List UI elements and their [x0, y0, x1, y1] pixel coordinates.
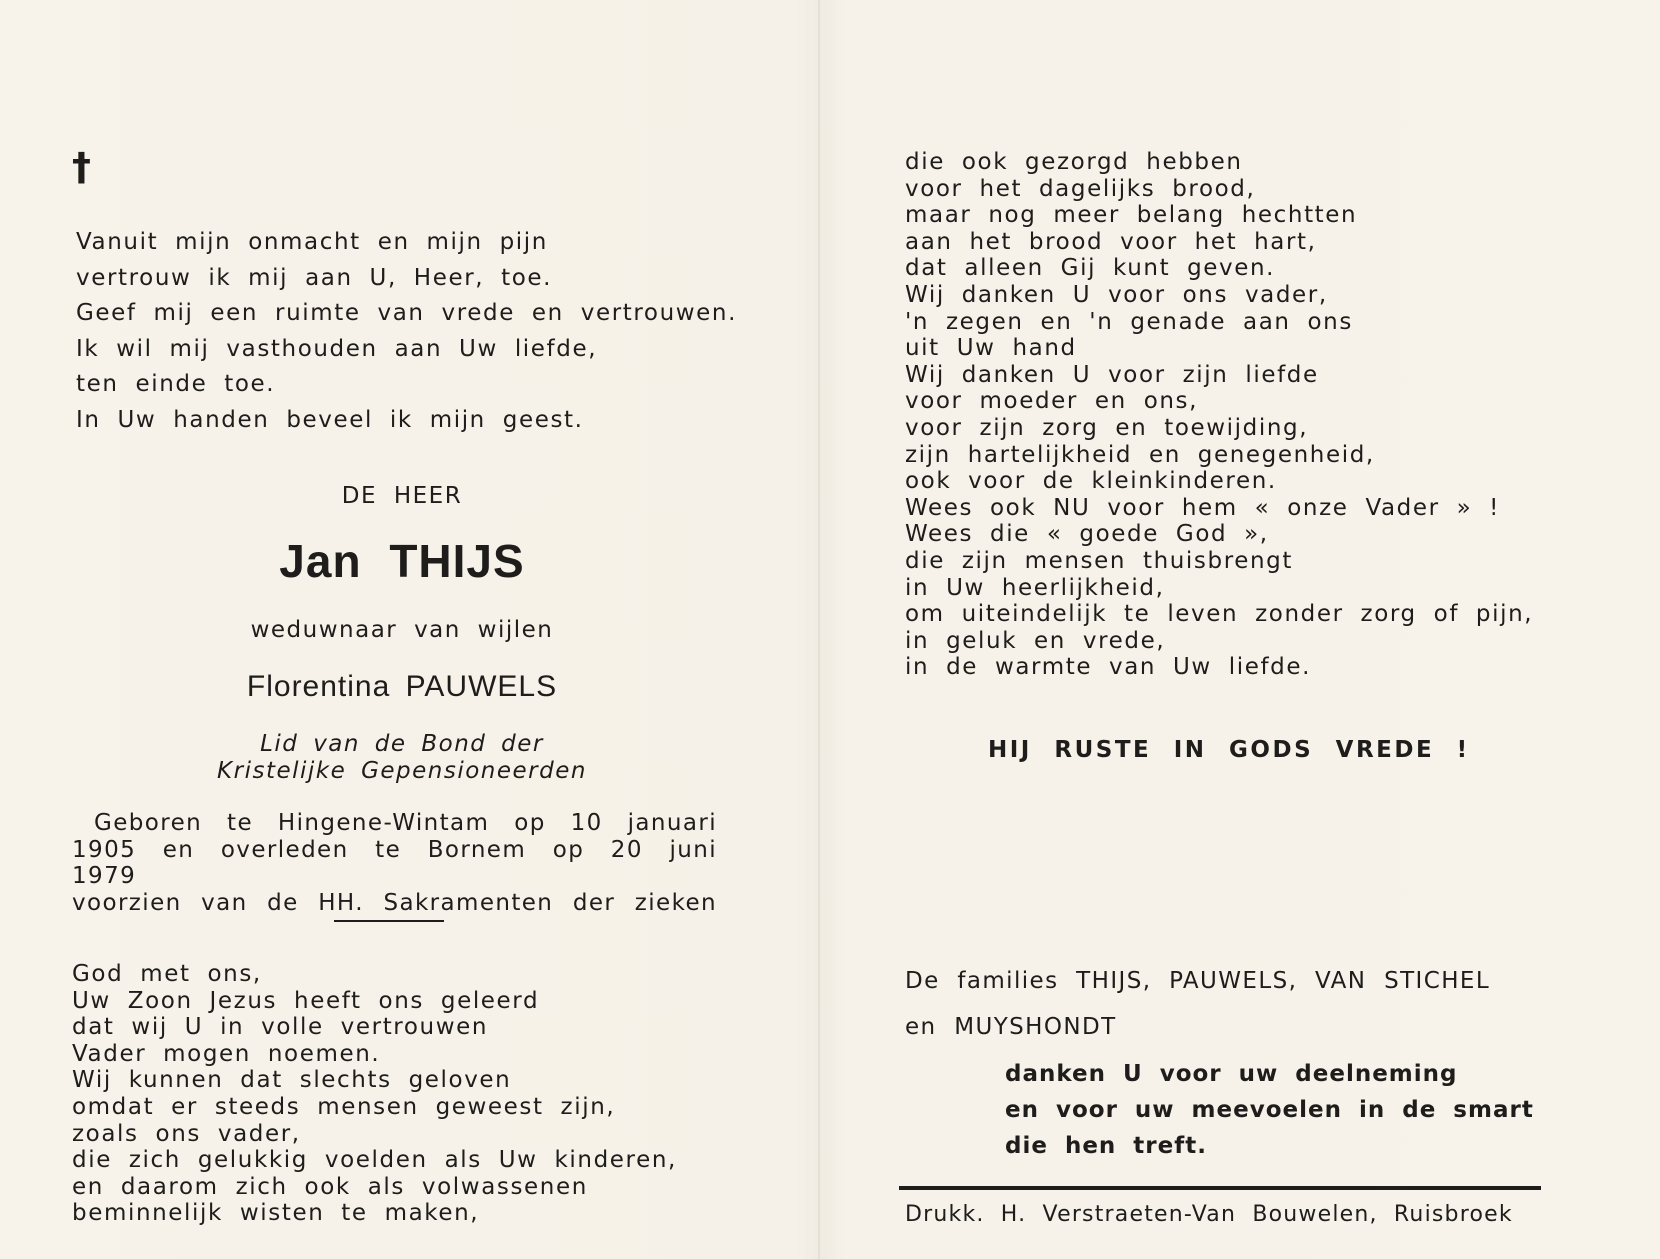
opening-poem	[76, 225, 737, 438]
deceased-name: Jan THIJS	[279, 535, 525, 587]
prayer-line: 'n zegen en 'n genade aan ons	[905, 308, 1353, 335]
prayer-line: uit Uw hand	[905, 335, 1077, 362]
details-line: voorzien van de HH. Sakramenten der zieken	[72, 889, 717, 916]
thanks-message	[1005, 1056, 1534, 1164]
prayer-line: zoals ons vader,	[72, 1120, 301, 1147]
membership-line: Lid van de Bond der	[260, 731, 544, 757]
printer-credit: Drukk. H. Verstraeten-Van Bouwelen, Ruisbroek	[905, 1202, 1513, 1227]
prayer	[72, 961, 677, 1227]
prayer-line: Wij danken U voor zijn liefde	[905, 361, 1319, 388]
prayer-line: en daarom zich ook als volwassenen	[72, 1173, 588, 1200]
prayer-line: die ook gezorgd hebben	[905, 149, 1243, 175]
closing-blessing: HIJ RUSTE IN GODS VREDE !	[988, 737, 1470, 763]
prayer-continued	[905, 149, 1533, 681]
prayer-line: in de warmte van Uw liefde.	[905, 654, 1312, 681]
poem-line: Ik wil mij vasthouden aan Uw liefde,	[76, 335, 598, 362]
prayer-line: Wees ook NU voor hem « onze Vader » !	[905, 494, 1501, 521]
spouse-name: Florentina PAUWELS	[246, 670, 558, 703]
thanks-line: die hen treft.	[1005, 1133, 1207, 1159]
card-fold	[818, 0, 820, 1259]
birth-death-details	[72, 810, 717, 916]
details-line: 1905 en overleden te Bornem op 20 juni 1979	[72, 836, 717, 889]
prayer-line: voor het dagelijks brood,	[905, 175, 1256, 202]
prayer-line: in Uw heerlijkheid,	[905, 574, 1165, 601]
prayer-line: ook voor de kleinkinderen.	[905, 468, 1277, 495]
poem-line: Geef mij een ruimte van vrede en vertrouwen.	[76, 300, 738, 326]
prayer-line: om uiteindelijk te leven zonder zorg of pijn,	[905, 601, 1534, 628]
prayer-line: maar nog meer belang hechtten	[905, 202, 1358, 229]
families-line: en MUYSHONDT	[905, 1014, 1117, 1040]
prayer-line: dat alleen Gij kunt geven.	[905, 255, 1276, 282]
prayer-line: aan het brood voor het hart,	[905, 228, 1317, 255]
widower-of: weduwnaar van wijlen	[250, 617, 554, 643]
poem-line: Vanuit mijn onmacht en mijn pijn	[76, 229, 548, 255]
cross-icon: †	[72, 145, 91, 189]
prayer-line: die zich gelukkig voelden als Uw kinderen,	[72, 1147, 677, 1174]
title: DE HEER	[341, 483, 463, 509]
prayer-line: Vader mogen noemen.	[72, 1040, 381, 1067]
membership-line: Kristelijke Gepensioneerden	[217, 758, 587, 784]
thanks-line: danken U voor uw deelneming	[1005, 1061, 1458, 1087]
poem-line: ten einde toe.	[76, 371, 276, 397]
prayer-line: dat wij U in volle vertrouwen	[72, 1014, 489, 1041]
prayer-line: zijn hartelijkheid en genegenheid,	[905, 441, 1375, 468]
prayer-line: voor zijn zorg en toewijding,	[905, 414, 1309, 441]
prayer-line: Wij danken U voor ons vader,	[905, 281, 1328, 308]
details-line: Geboren te Hingene-Wintam op 10 januari	[94, 810, 717, 836]
prayer-line: voor moeder en ons,	[905, 388, 1199, 415]
prayer-line: omdat er steeds mensen geweest zijn,	[72, 1093, 616, 1120]
families-line: De families THIJS, PAUWELS, VAN STICHEL	[905, 968, 1491, 994]
prayer-line: Wees die « goede God »,	[905, 521, 1269, 548]
prayer-line: God met ons,	[72, 961, 262, 987]
poem-line: vertrouw ik mij aan U, Heer, toe.	[76, 264, 553, 291]
families	[905, 958, 1490, 1050]
divider	[334, 920, 444, 922]
prayer-line: Wij kunnen dat slechts geloven	[72, 1067, 512, 1094]
divider	[899, 1186, 1541, 1190]
prayer-line: beminnelijk wisten te maken,	[72, 1200, 480, 1227]
prayer-line: Uw Zoon Jezus heeft ons geleerd	[72, 987, 540, 1014]
poem-line: In Uw handen beveel ik mijn geest.	[76, 406, 584, 433]
prayer-line: in geluk en vrede,	[905, 627, 1166, 654]
thanks-line: en voor uw meevoelen in de smart	[1005, 1097, 1534, 1123]
prayer-line: die zijn mensen thuisbrengt	[905, 547, 1293, 574]
membership	[72, 731, 732, 785]
